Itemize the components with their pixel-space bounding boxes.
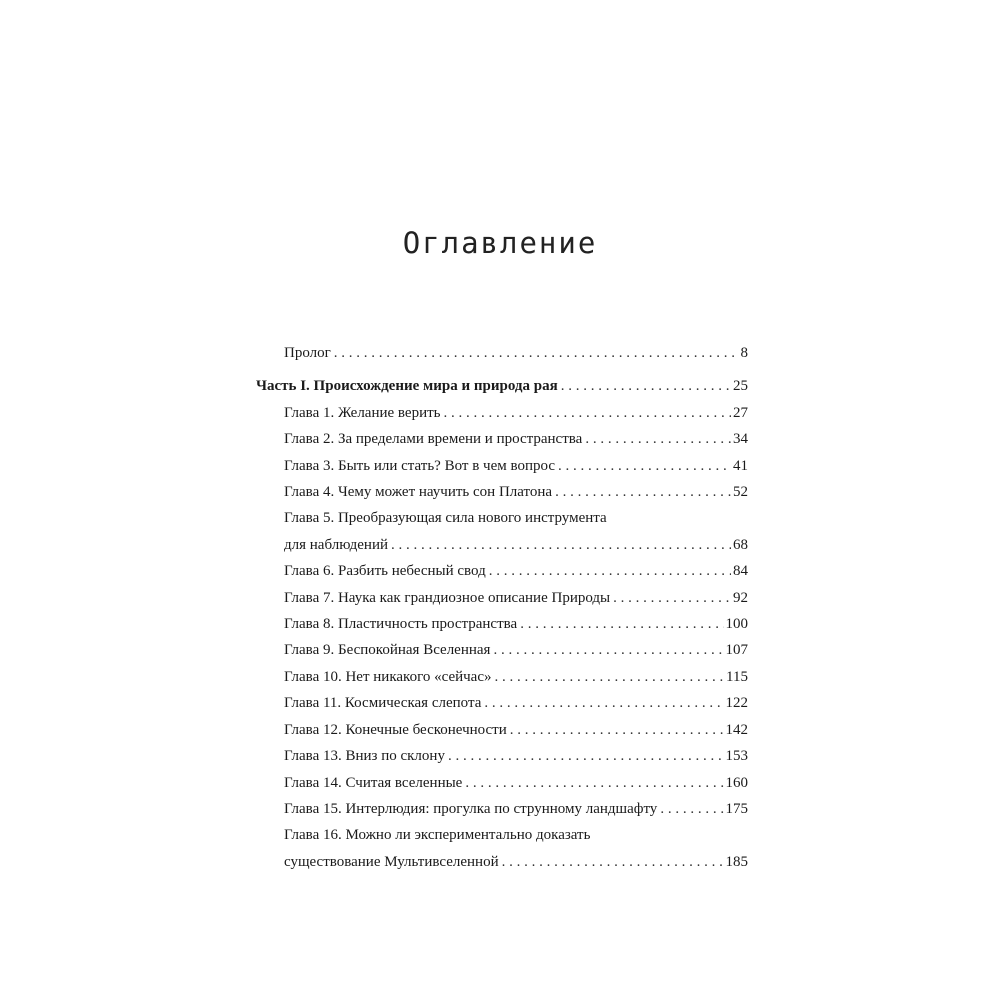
toc-entry-part-1[interactable] [256,373,748,399]
toc-entry-label: Глава 13. Вниз по склону [284,748,445,765]
toc-entry-chapter-10[interactable] [256,664,748,690]
dot-leader [561,373,731,399]
toc-page-number: 160 [725,774,748,791]
toc-entry-label: Часть I. Происхождение мира и природа рая [256,378,558,395]
toc-entry-chapter-7[interactable] [256,585,748,611]
dot-leader [585,426,731,452]
toc-page-number: 100 [725,616,748,633]
dot-leader [510,717,724,743]
toc-page-number: 8 [740,345,748,361]
toc-entry-chapter-11[interactable] [256,690,748,716]
toc-entry-label: Глава 4. Чему может научить сон Платона [284,484,553,501]
toc-entry-label-line-1: Глава 16. Можно ли экспериментально доказать [284,827,591,844]
dot-leader [495,664,725,690]
toc-entry-label-line-2: существование Мультивселенной [284,853,499,870]
toc-page-number: 175 [725,800,748,817]
toc-entry-chapter-2[interactable] [256,426,748,452]
dot-leader [493,637,723,663]
dot-leader [465,770,723,796]
toc-entry-label: Глава 8. Пластичность пространства [284,616,518,633]
toc-page-number: 185 [725,853,748,870]
toc-entry-label: Глава 7. Наука как грандиозное описание Природы [284,589,611,606]
toc-entry-label-line-1: Глава 5. Преобразующая сила нового инструмента [284,510,607,527]
toc-entry-chapter-14[interactable] [256,770,748,796]
toc-entry-chapter-15[interactable] [256,796,748,822]
toc-entry-label: Пролог [284,345,331,361]
toc-entry-chapter-4[interactable] [256,479,748,505]
toc-entry-chapter-12[interactable] [256,717,748,743]
toc-entry-chapter-3[interactable] [256,453,748,479]
toc-page-number: 25 [733,378,748,395]
toc-entry-label-line-2: для наблюдений [284,536,389,553]
toc-entry-label: Глава 10. Нет никакого «сейчас» [284,668,492,685]
toc-entry-label: Глава 9. Беспокойная Вселенная [284,642,491,659]
toc-page-number: 84 [733,563,748,580]
toc-page-number: 122 [725,695,748,712]
toc-entry-chapter-9[interactable] [256,637,748,663]
toc-entry-chapter-6[interactable] [256,558,748,584]
toc-page-number: 41 [733,457,748,474]
dot-leader [558,453,731,479]
toc-entry-label: Глава 14. Считая вселенные [284,774,463,791]
toc-entry-label: Глава 12. Конечные бесконечности [284,721,507,738]
dot-leader [555,479,731,505]
toc-entry-prologue[interactable] [256,340,748,366]
toc-page-number: 27 [733,404,748,421]
dot-leader [444,400,732,426]
toc-entry-label: Глава 15. Интерлюдия: прогулка по струнному ландшафту [284,800,658,817]
toc-entry-chapter-8[interactable] [256,611,748,637]
dot-leader [660,796,723,822]
toc-entry-label: Глава 11. Космическая слепота [284,695,482,712]
dot-leader [489,558,731,584]
toc-entry-label: Глава 3. Быть или стать? Вот в чем вопрос [284,457,556,474]
dot-leader [448,743,724,769]
toc-page-number: 142 [725,721,748,738]
table-of-contents [256,340,748,875]
dot-leader [391,532,731,558]
dot-leader [484,690,723,716]
toc-entry-chapter-1[interactable] [256,400,748,426]
toc-page-number: 115 [726,668,748,685]
toc-entry-chapter-13[interactable] [256,743,748,769]
dot-leader [502,849,724,875]
dot-leader [334,340,739,366]
toc-entry-chapter-5[interactable] [256,505,748,558]
toc-page-number: 153 [725,748,748,765]
page-title: Оглавление [402,226,598,260]
toc-entry-label: Глава 1. Желание верить [284,404,441,421]
toc-page-number: 34 [733,431,748,448]
toc-entry-label: Глава 6. Разбить небесный свод [284,563,486,580]
toc-page-number: 68 [733,536,748,553]
toc-page-number: 92 [733,589,748,606]
toc-page-number: 52 [733,484,748,501]
dot-leader [520,611,723,637]
toc-page-number: 107 [725,642,748,659]
toc-entry-chapter-16[interactable] [256,822,748,875]
toc-entry-label: Глава 2. За пределами времени и пространства [284,431,583,448]
dot-leader [613,585,731,611]
